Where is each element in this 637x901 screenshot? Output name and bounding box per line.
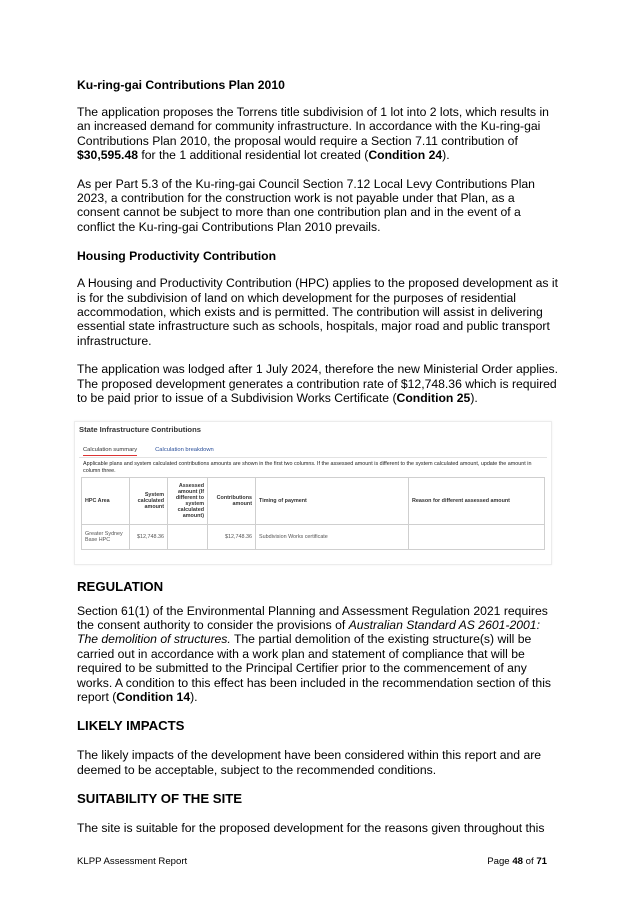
table-cell: $12,748.36 [130, 524, 168, 549]
suitability-paragraph: The site is suitable for the proposed development for the reasons given throughout this [77, 821, 545, 836]
table-cell-input[interactable] [168, 524, 208, 549]
text-run: of [522, 856, 537, 867]
contribution-amount: $30,595.48 [77, 148, 138, 163]
column-header: HPC Area [82, 477, 130, 524]
text-run: Section 61(1) of the Environmental Planning and Assessment Regulation 2021 requires the consent authority to consider the provisions of [77, 603, 548, 632]
table-header-row [82, 477, 545, 524]
hpc-paragraph-2 [77, 362, 559, 405]
report-body [77, 78, 559, 836]
impacts-heading: LIKELY IMPACTS [77, 718, 185, 734]
hpc-paragraph-1: A Housing and Productivity Contribution (HPC) applies to the proposed development as it is for the subdivision of land on which development for the purposes of residential accommodation, which exists and is permitted. The contribution will assist in delivering essential state infrastructure such as schools, hospitals, major road and public transport infrastructure. [77, 276, 558, 348]
footer-report-name: KLPP Assessment Report [77, 856, 188, 867]
kuringgai-paragraph-1 [77, 105, 559, 163]
table-row [82, 524, 545, 549]
hpc-table [81, 477, 545, 550]
divider [79, 457, 547, 458]
total-pages: 71 [536, 856, 547, 867]
state-infrastructure-screenshot [74, 421, 552, 565]
condition-ref: Condition 25 [396, 391, 471, 406]
screenshot-tabs [83, 447, 214, 456]
tab-calculation-breakdown[interactable]: Calculation breakdown [155, 446, 214, 453]
text-run: ). [470, 391, 478, 406]
table-cell-input[interactable] [409, 524, 545, 549]
column-header: System calculated amount [130, 477, 168, 524]
column-header: Reason for different assessed amount [409, 477, 545, 524]
table-cell: Subdivision Works certificate [256, 524, 409, 549]
suitability-heading: SUITABILITY OF THE SITE [77, 791, 243, 807]
text-run: The application proposes the Torrens title subdivision of 1 lot into 2 lots, which results in an increased demand for community infrastructure. In accordance with the Ku-ring-gai Contributions Plan 2010, the proposal would require a Section 7.11 contribution of [77, 105, 549, 148]
kuringgai-paragraph-2: As per Part 5.3 of the Ku-ring-gai Council Section 7.12 Local Levy Contributions Plan 2023, a contribution for the construction work is not payable under that Plan, as a consent cannot be subject to more than one contribution plan and in the event of a conflict the Ku-ring-gai Contributions Plan 2010 prevails. [77, 176, 535, 234]
text-run: ). [442, 148, 450, 163]
table-cell: $12,748.36 [208, 524, 256, 549]
text-run: The partial demolition of the existing structure(s) will be carried out in accordance with a work plan and statement of compliance that will be required to be submitted to the Principal Certifier prior to the commencement of any works. A condition to this effect has been included in the recommendation section of this report ( [77, 632, 552, 704]
regulation-paragraph [77, 604, 559, 705]
screenshot-title: State Infrastructure Contributions [79, 424, 201, 434]
condition-ref: Condition 14 [116, 689, 191, 704]
text-run: Page [487, 856, 513, 867]
text-run: The application was lodged after 1 July 2024, therefore the new Ministerial Order applies. The proposed development generates a contribution rate of $12,748.36 which is required to be paid prior to issue of a Subdivision Works Certificate ( [77, 362, 558, 406]
standard-title: Australian Standard AS 2601-2001: The demolition of structures. [77, 617, 540, 647]
kuringgai-heading: Ku-ring-gai Contributions Plan 2010 [77, 78, 285, 92]
column-header: Assessed amount (If different to system calculated amount) [168, 477, 208, 524]
condition-ref: Condition 24 [368, 148, 443, 163]
current-page: 48 [512, 856, 523, 867]
text-run: ). [190, 689, 198, 704]
impacts-paragraph: The likely impacts of the development have been considered within this report and are deemed to be acceptable, subject to the recommended conditions. [77, 748, 542, 777]
column-header: Contributions amount [208, 477, 256, 524]
hpc-heading: Housing Productivity Contribution [77, 249, 277, 264]
regulation-heading: REGULATION [77, 578, 164, 594]
text-run: for the 1 additional residential lot created ( [138, 148, 369, 163]
tab-calculation-summary[interactable]: Calculation summary [83, 447, 137, 456]
screenshot-description: Applicable plans and system calculated contributions amounts are shown in the first two columns. If the assessed amount is different to the system calculated amount, update the amount in column three. [83, 460, 532, 474]
table-cell: Greater Sydney Base HPC [82, 524, 130, 549]
footer-page-number [487, 856, 547, 867]
column-header: Timing of payment [256, 477, 409, 524]
